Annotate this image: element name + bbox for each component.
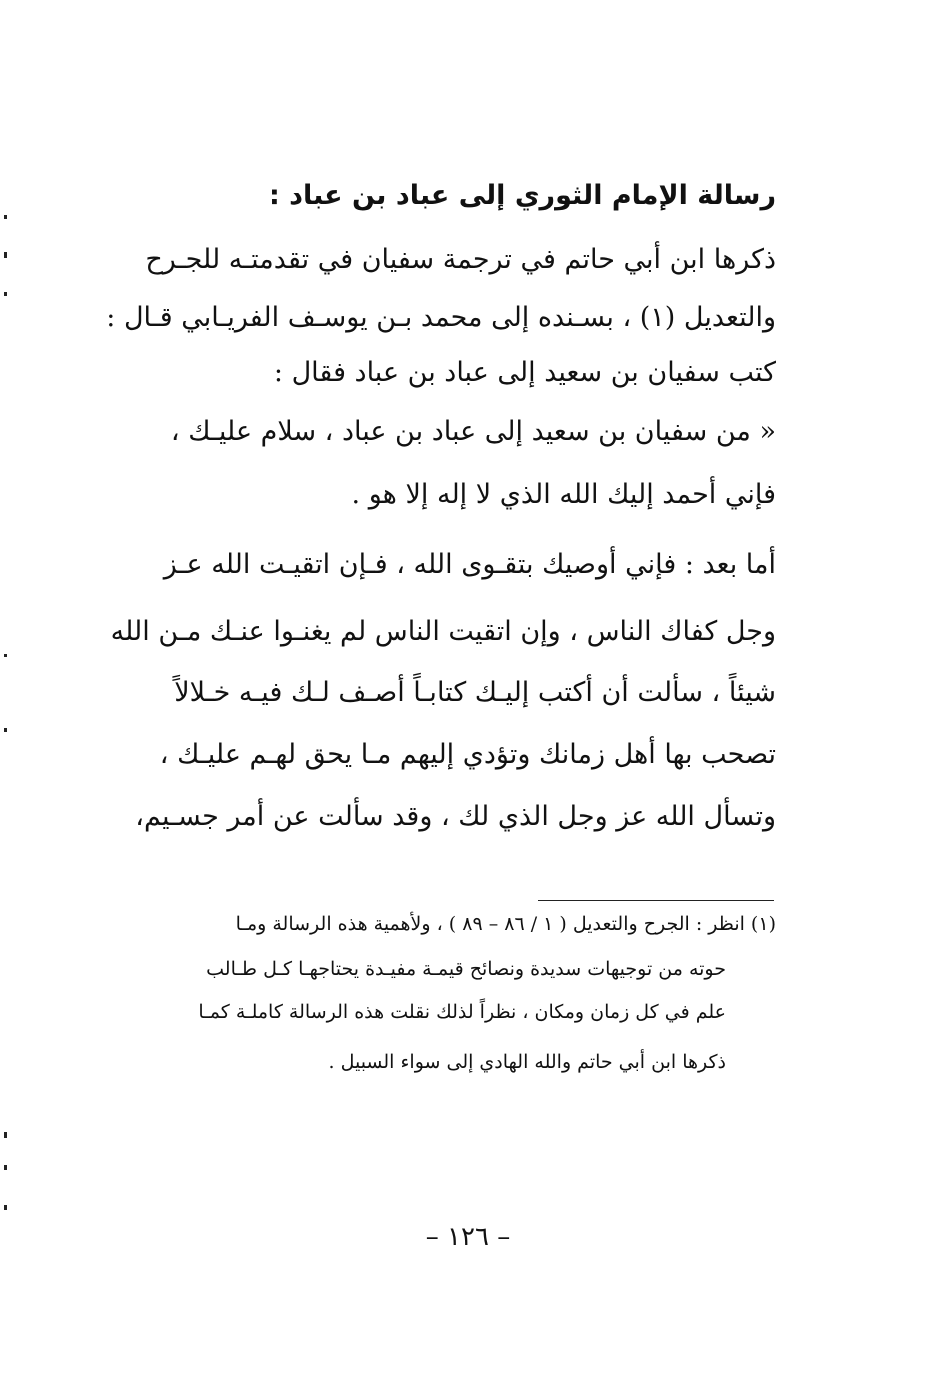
body-line-4: « من سفيان بن سعيد إلى عباد بن عباد ، سلام عليـك ، xyxy=(170,416,776,447)
footnote-line-1: (١) انظر : الجرح والتعديل ( ١ / ٨٦ – ٨٩ ) ، ولأهمية هذه الرسالة ومـا xyxy=(235,913,776,935)
margin-scan-mark xyxy=(4,292,7,296)
body-line-5: فإني أحمد إليك الله الذي لا إله إلا هو . xyxy=(351,479,776,510)
body-line-8: شيئاً ، سألت أن أكتب إليـك كتابـاً أصـف لـك فيـه خـلالاً xyxy=(174,677,776,708)
margin-scan-mark xyxy=(4,215,7,219)
letter-heading: رسالة الإمام الثوري إلى عباد بن عباد : xyxy=(268,180,776,211)
margin-scan-mark xyxy=(4,1132,7,1138)
body-line-6: أما بعد : فإني أوصيك بتقـوى الله ، فـإن اتقيـت الله عـز xyxy=(163,549,776,580)
footnote-line-4: ذكرها ابن أبي حاتم والله الهادي إلى سواء السبيل . xyxy=(328,1051,726,1073)
margin-scan-mark xyxy=(4,1205,7,1210)
body-line-2: والتعديل (١) ، بسـنده إلى محمد بـن يوسـف الفريـابي قـال : xyxy=(106,302,776,333)
body-line-10: وتسأل الله عز وجل الذي لك ، وقد سألت عن أمر جسـيم، xyxy=(135,801,776,832)
footnote-separator xyxy=(538,900,774,901)
margin-scan-mark xyxy=(4,728,7,732)
footnote-line-3: علم في كل زمان ومكان ، نظراً لذلك نقلت هذه الرسالة كاملـة كمـا xyxy=(198,1001,726,1023)
body-line-9: تصحب بها أهل زمانك وتؤدي إليهم مـا يحق لهـم عليـك ، xyxy=(159,739,776,770)
margin-scan-mark xyxy=(4,1165,7,1170)
body-line-3: كتب سفيان بن سعيد إلى عباد بن عباد فقال : xyxy=(273,357,776,388)
page-number: – ١٢٦ – xyxy=(425,1222,511,1252)
footnote-line-2: حوته من توجيهات سديدة ونصائح قيمـة مفيـدة يحتاجهـا كـل طـالب xyxy=(206,958,726,980)
margin-scan-mark xyxy=(4,654,7,657)
margin-scan-mark xyxy=(4,252,7,258)
body-line-7: وجل كفاك الناس ، وإن اتقيت الناس لم يغنـوا عنـك مـن الله xyxy=(110,616,776,647)
body-line-1: ذكرها ابن أبي حاتم في ترجمة سفيان في تقدمتـه للجـرح xyxy=(145,244,776,275)
